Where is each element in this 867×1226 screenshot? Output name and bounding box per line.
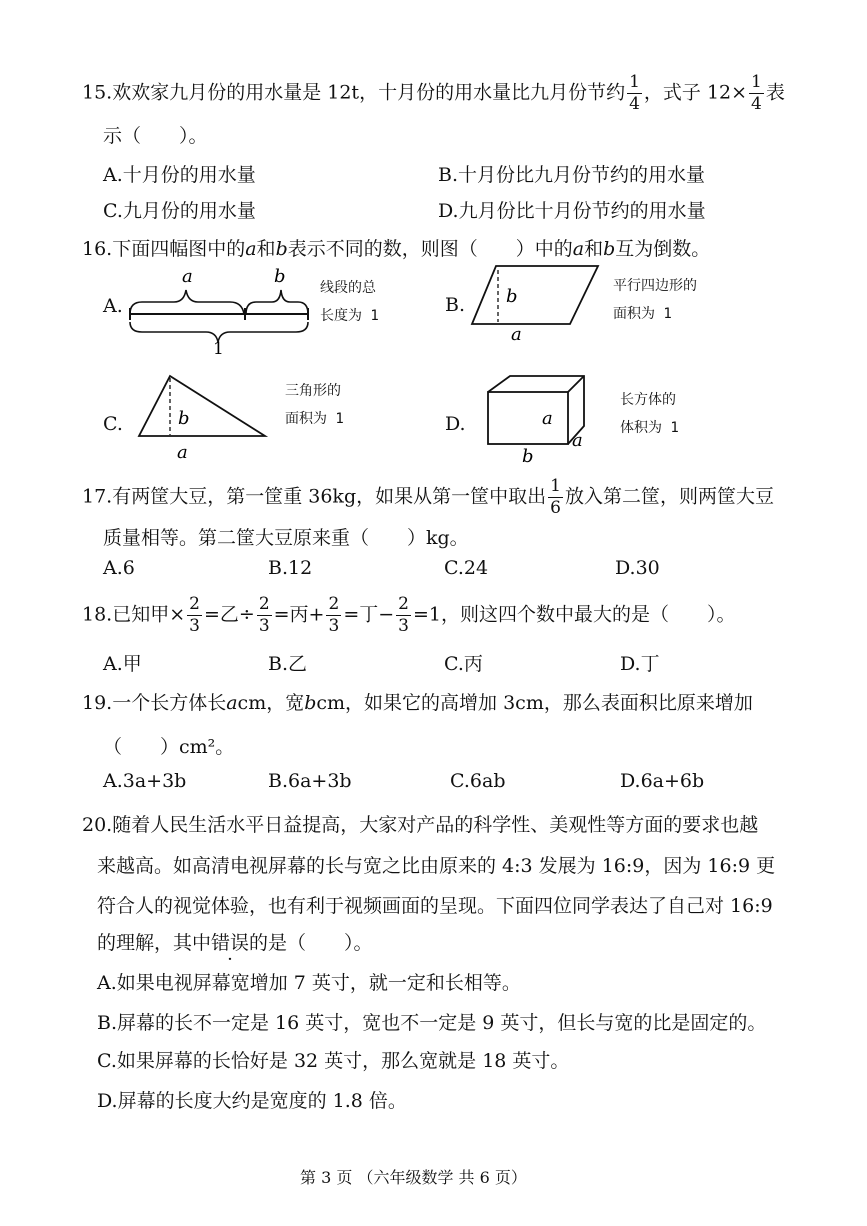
label-b: b	[506, 286, 518, 307]
q17-stem: 17.有两筐大豆，第一筐重 36kg，如果从第一筐中取出 $\frac{1}{6}$ 放入第二筐，则两筐大豆	[82, 476, 774, 518]
fraction: $\frac{1}{4}$	[751, 72, 762, 114]
label-one: 1	[213, 339, 224, 357]
q17-option-d[interactable]: D.30	[615, 557, 660, 579]
label-b: b	[178, 408, 190, 429]
label-a: a	[511, 324, 522, 342]
q19-stem: 19.一个长方体长acm，宽bcm，如果它的高增加 3cm，那么表面积比原来增加	[82, 692, 753, 714]
q15-option-b[interactable]: B.十月份比九月份节约的用水量	[438, 164, 706, 186]
fraction: $\frac{1}{6}$	[550, 476, 561, 518]
emphasis-text: 错误	[211, 932, 250, 954]
q17-option-a[interactable]: A.6	[103, 557, 135, 579]
q15-stem: 15.欢欢家九月份的用水量是 12t，十月份的用水量比九月份节约 $\frac{1}{4}$ ，式子 12× $\frac{1}{4}$ 表	[82, 72, 785, 114]
q16-note-b: 平行四边形的 面积为 1	[613, 278, 697, 322]
label-b: b	[274, 266, 286, 287]
label-a: a	[542, 408, 553, 429]
q20-stem-line1: 20.随着人民生活水平日益提高，大家对产品的科学性、美观性等方面的要求也越	[82, 814, 759, 836]
triangle-figure	[135, 372, 275, 462]
q18-option-b[interactable]: B.乙	[268, 653, 308, 675]
label-b: b	[522, 446, 534, 465]
q20-stem-line4: 的理解，其中错误的是（ ）。	[97, 932, 373, 954]
q19-option-c[interactable]: C.6ab	[450, 770, 506, 792]
page-footer: 第 3 页 （六年级数学 共 6 页）	[300, 1168, 527, 1187]
label-a: a	[177, 442, 188, 462]
fraction: $\frac{2}{3}$	[258, 594, 270, 636]
label-a: a	[572, 430, 583, 451]
q16-label-c[interactable]: C.	[103, 413, 123, 435]
segment-figure	[122, 262, 317, 357]
q18-option-c[interactable]: C.丙	[444, 653, 483, 675]
q15-option-d[interactable]: D.九月份比十月份节约的用水量	[438, 200, 706, 222]
q20-option-b[interactable]: B.屏幕的长不一定是 16 英寸，宽也不一定是 9 英寸，但长与宽的比是固定的。	[97, 1012, 767, 1034]
q20-option-d[interactable]: D.屏幕的长度大约是宽度的 1.8 倍。	[97, 1090, 407, 1112]
q19-option-d[interactable]: D.6a+6b	[620, 770, 705, 792]
label-a: a	[182, 266, 193, 287]
q16-note-d: 长方体的 体积为 1	[620, 392, 679, 436]
q15-stem-line2: 示（ ）。	[103, 125, 208, 147]
q16-label-a[interactable]: A.	[103, 295, 123, 317]
q17-option-b[interactable]: B.12	[268, 557, 313, 579]
q20-option-a[interactable]: A.如果电视屏幕宽增加 7 英寸，就一定和长相等。	[97, 972, 521, 994]
q18-option-d[interactable]: D.丁	[620, 653, 660, 675]
q16-label-b[interactable]: B.	[445, 294, 466, 316]
q17-stem-line2: 质量相等。第二筐大豆原来重（ ）kg。	[103, 527, 469, 549]
q16-note-a: 线段的总 长度为 1	[320, 280, 379, 324]
q19-option-a[interactable]: A.3a+3b	[103, 770, 187, 792]
fraction: $\frac{2}{3}$	[189, 594, 200, 636]
q20-stem-line2: 来越高。如高清电视屏幕的长与宽之比由原来的 4:3 发展为 16:9，因为 16:9 更	[97, 855, 776, 877]
fraction: $\frac{2}{3}$	[328, 594, 340, 636]
fraction: $\frac{2}{3}$	[398, 594, 409, 636]
q16-note-c: 三角形的 面积为 1	[285, 383, 344, 427]
q16-label-d[interactable]: D.	[445, 413, 466, 435]
q18-stem: 18.已知甲× $\frac{2}{3}$ =乙÷ $\frac{2}{3}$ =丙+ $\frac{2}{3}$ =丁− $\frac{2}{3}$ =1，则这四个数中最大的是（ ）。	[82, 594, 736, 636]
q16-stem: 16.下面四幅图中的a和b表示不同的数，则图（ ）中的a和b互为倒数。	[82, 238, 711, 260]
q18-option-a[interactable]: A.甲	[103, 653, 142, 675]
q20-stem-line3: 符合人的视觉体验，也有利于视频画面的呈现。下面四位同学表达了自己对 16:9	[97, 895, 773, 917]
q19-option-b[interactable]: B.6a+3b	[268, 770, 352, 792]
q17-option-c[interactable]: C.24	[444, 557, 489, 579]
fraction: $\frac{1}{4}$	[629, 72, 640, 114]
q15-option-c[interactable]: C.九月份的用水量	[103, 200, 256, 222]
q19-stem-line2: （ ）cm²。	[103, 736, 235, 758]
cuboid-figure	[480, 370, 600, 465]
q20-option-c[interactable]: C.如果屏幕的长恰好是 32 英寸，那么宽就是 18 英寸。	[97, 1050, 570, 1072]
parallelogram-figure	[468, 262, 608, 342]
q15-option-a[interactable]: A.十月份的用水量	[103, 164, 256, 186]
